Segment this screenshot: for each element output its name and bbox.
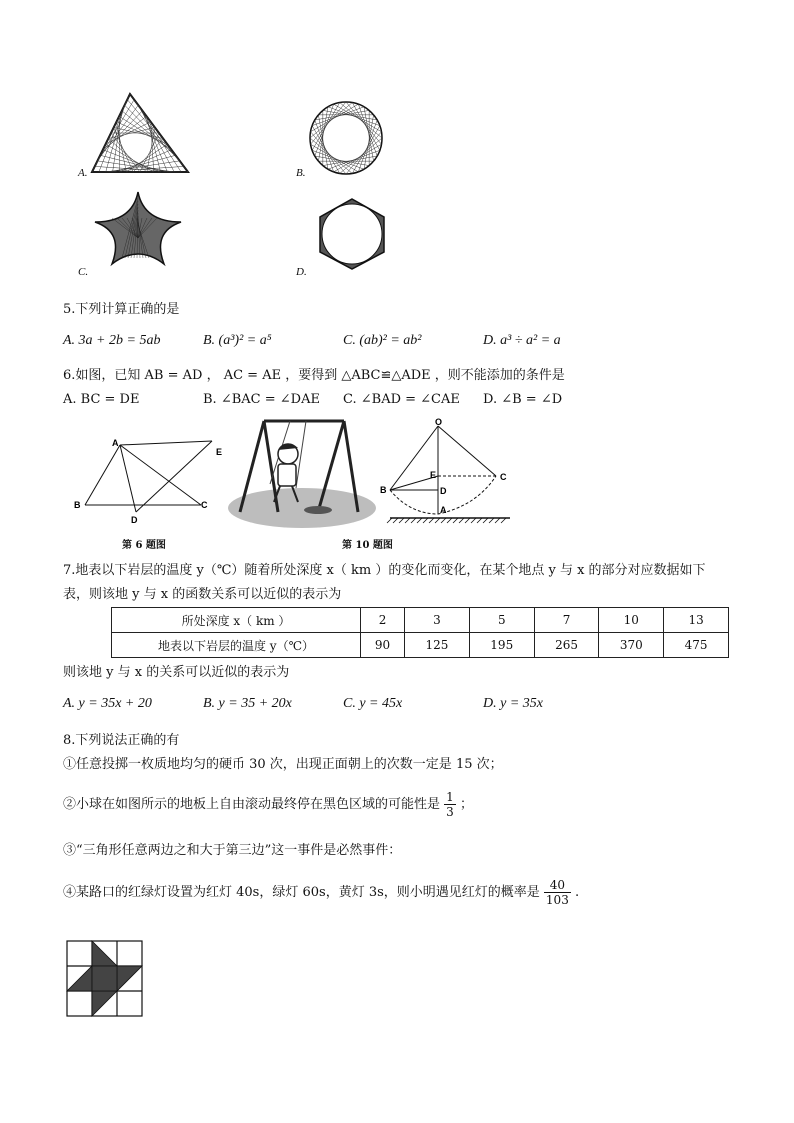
q10-point-b: B <box>380 485 387 495</box>
figure-c-star-pattern <box>92 188 184 268</box>
q8-statement-3: ③“三角形任意两边之和大于第三边”这一事件是必然事件： <box>63 843 402 858</box>
q10-point-d: D <box>440 486 447 496</box>
table-cell: 3 <box>405 608 470 633</box>
q10-pendulum-figure <box>380 418 516 524</box>
q6-option-a: A. BC = DE <box>63 392 140 407</box>
q7-option-c: C. y = 45x <box>343 696 403 711</box>
q8-statement-4 <box>63 878 579 907</box>
question-7-followup: 则该地 y 与 x 的关系可以近似的表示为 <box>63 665 290 680</box>
q5-option-c: C. (ab)² = ab² <box>343 333 422 348</box>
fraction-denominator: 103 <box>545 893 569 907</box>
q6-point-b: B <box>74 500 81 510</box>
table-cell: 265 <box>534 633 599 658</box>
fraction-numerator: 1 <box>446 790 454 804</box>
table-cell: 2 <box>361 608 405 633</box>
q10-point-e: E <box>430 470 437 480</box>
q10-point-c: C <box>500 472 507 482</box>
q6-triangle-figure <box>68 430 228 526</box>
q8-statement-4-text: ④某路口的红绿灯设置为红灯 40s，绿灯 60s，黄灯 3s，则小明遇见红灯的概率是 <box>63 885 540 900</box>
q6-point-e: E <box>216 447 223 457</box>
q5-option-b: B. (a³)² = a⁵ <box>203 333 272 348</box>
figure-a-triangle-pattern <box>88 90 218 180</box>
q6-point-d: D <box>131 515 138 525</box>
q7-data-table <box>111 607 729 658</box>
figure-label-a: A. <box>78 167 88 179</box>
table-row <box>112 633 729 658</box>
q6-option-b: B. ∠BAC = ∠DAE <box>203 392 320 407</box>
fraction-forty-over-103 <box>544 878 571 907</box>
q8-statement-2 <box>63 790 473 819</box>
q6-figure-caption: 第 6 题图 <box>122 540 166 551</box>
q5-option-d: D. a³ ÷ a² = a <box>483 333 561 348</box>
q8-statement-4-end: . <box>574 885 580 900</box>
question-8-stem: 8.下列说法正确的有 <box>63 733 180 748</box>
swing-illustration <box>226 416 378 530</box>
q8-statement-2-text: ②小球在如图所示的地板上自由滚动最终停在黑色区域的可能性是 <box>63 797 441 812</box>
table-cell: 13 <box>664 608 729 633</box>
fraction-denominator: 3 <box>446 805 454 819</box>
q7-option-d: D. y = 35x <box>483 696 543 711</box>
fraction-numerator: 40 <box>544 878 571 893</box>
table-cell: 7 <box>534 608 599 633</box>
q5-option-a: A. 3a + 2b = 5ab <box>63 333 161 348</box>
figure-label-d: D. <box>296 266 307 278</box>
table-cell: 125 <box>405 633 470 658</box>
q8-statement-1: ①任意投掷一枚质地均匀的硬币 30 次，出现正面朝上的次数一定是 15 次； <box>63 757 503 772</box>
figure-label-c: C. <box>78 266 89 278</box>
table-cell: 90 <box>361 633 405 658</box>
figure-d-hexagon-pattern <box>316 196 388 272</box>
table-header-depth: 所处深度 x（ km ） <box>112 608 361 633</box>
q6-point-c: C <box>201 500 208 510</box>
floor-grid-figure <box>66 940 144 1018</box>
question-6-stem: 6.如图，已知 AB = AD ， AC = AE ，要得到 △ABC≌△ADE ，则不能添加的条件是 <box>63 368 565 383</box>
q6-point-a: A <box>112 438 119 448</box>
question-7-stem-line2: 表，则该地 y 与 x 的函数关系可以近似的表示为 <box>63 587 342 602</box>
table-cell: 370 <box>599 633 664 658</box>
question-7-stem-line1: 7.地表以下岩层的温度 y（℃）随着所处深度 x（ km ）的变化而变化，在某个地点 y 与 x 的部分对应数据如下 <box>63 563 706 578</box>
table-header-temperature: 地表以下岩层的温度 y（℃） <box>112 633 361 658</box>
fraction-one-third <box>444 790 456 819</box>
figure-label-b: B. <box>296 167 306 179</box>
q6-option-c: C. ∠BAD = ∠CAE <box>343 392 460 407</box>
table-cell: 475 <box>664 633 729 658</box>
table-cell: 195 <box>469 633 534 658</box>
q6-option-d: D. ∠B = ∠D <box>483 392 563 407</box>
q8-statement-2-end: ； <box>459 797 473 812</box>
q10-figure-caption: 第 10 题图 <box>342 540 393 551</box>
table-cell: 5 <box>469 608 534 633</box>
q10-point-o: O <box>435 418 443 427</box>
q10-point-a: A <box>440 505 447 515</box>
q7-option-b: B. y = 35 + 20x <box>203 696 292 711</box>
figure-b-circle-pattern <box>306 98 386 178</box>
q7-option-a: A. y = 35x + 20 <box>63 696 152 711</box>
table-cell: 10 <box>599 608 664 633</box>
table-row <box>112 608 729 633</box>
question-5-stem: 5.下列计算正确的是 <box>63 302 180 317</box>
